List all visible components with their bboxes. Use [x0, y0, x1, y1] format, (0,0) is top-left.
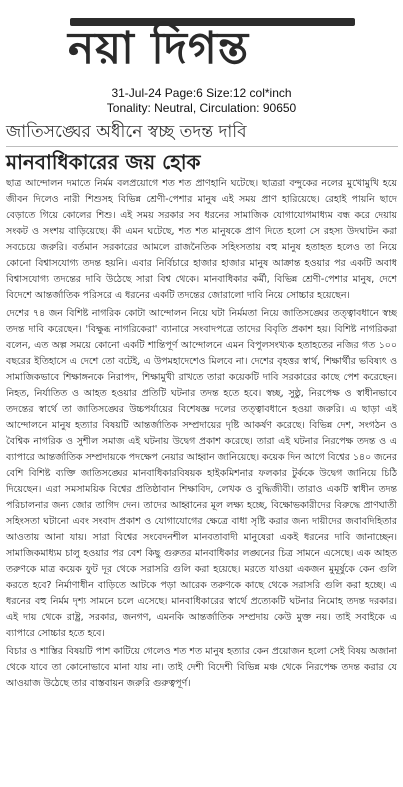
- article-headline: মানবাধিকারের জয় হোক: [6, 150, 201, 174]
- newspaper-logo: [58, 18, 358, 78]
- logo-text: নয়া দিগন্ত: [68, 23, 250, 74]
- article-paragraph: বিচার ও শাস্তির বিষয়টি পাশ কাটিয়ে গেলেও শত শত মানুষ হত্যার কেন প্রয়োজন হলো সেই বিষয় অজানা থেকে যাবে তা কোনোভাবে মানা যায় না। তাই দেশী বিদেশী বিভিন্ন মঞ্চ থেকে নিরপেক্ষ তদন্ত করার যে আওয়াজ উঠেছে তার বাস্তবায়ন জরুরি গুরুত্বপূর্ণ।: [6, 646, 397, 689]
- clip-date-page-size: 31-Jul-24 Page:6 Size:12 col*inch: [111, 86, 292, 100]
- article-paragraph: ছাত্র আন্দোলন দমাতে নির্মম বলপ্রয়োগে শত শত প্রাণহানি ঘটেছে। ছাত্ররা বন্দুকের নলের মুখোমুখি হয়ে জীবন দিলেও নারী শিশুসহ বিভিন্ন শ্রেণী-পেশার মানুষ এই সময় প্রাণ হারিয়েছে। রেহাই পায়নি ছাদে বেড়াতে গিয়ে কোলের শিশু। এই সময় সরকার সব ধরনের সামাজিক যোগাযোগমাধ্যম বন্ধ করে দেয়ায় সংকট ও সংশয় বাড়িয়েছে। কী এমন ঘটেছে, শত শত মানুষকে প্রাণ দিতে হলো সে রহস্য উদঘাটন করা সবচেয়ে জরুরি। বর্তমান সরকারের আমলে রাজনৈতিক সহিংসতায় বহু মানুষ হতাহত হলেও তা নিয়ে কোনো বিশ্বাসযোগ্য তদন্ত হয়নি। এবার নির্বিচারে হাজার হাজার মানুষ আক্রান্ত হওয়ার পর একটি অবাধ বিশ্বাসযোগ্য তদন্তের দাবি উঠেছে সারা বিশ্ব থেকে। মানবাধিকার কর্মী, বিভিন্ন শ্রেণী-পেশার মানুষ, দেশে বিদেশে আন্তর্জাতিক পরিসরে এ ধরনের একটি তদন্তের জোরালো দাবি নিয়ে সোচ্চার হয়েছেন।: [6, 178, 397, 301]
- article-kicker: জাতিসঙ্ঘের অধীনে স্বচ্ছ তদন্ত দাবি: [6, 122, 247, 142]
- article-body: [6, 176, 397, 784]
- newspaper-masthead: [0, 0, 403, 82]
- headline-divider: [6, 146, 398, 147]
- article-paragraph: দেশের ৭৪ জন বিশিষ্ট নাগরিক কোটা আন্দোলন নিয়ে ঘটা নির্মমতা নিয়ে জাতিসঙ্ঘের তত্ত্বাবধানে স্বচ্ছ তদন্ত দাবি করেছেন। 'বিক্ষুব্ধ নাগরিকেরা' ব্যানারে সংবাদপত্রে তাদের বিবৃতি প্রকাশ হয়। বিশিষ্ট নাগরিকরা বলেন, এত অল্প সময়ে কোনো একটি শান্তিপূর্ণ আন্দোলনে এমন বিপুলসংখ্যক হতাহতের নজির গত ১০০ বছরের ইতিহাসে এ দেশে তো বটেই, এ উপমহাদেশেও মিলবে না। দেশের বৃহত্তর স্বার্থ, শিক্ষার্থীর ভবিষ্যৎ ও সামাজিকভাবে শিক্ষাঙ্গনকে নিরাপদ, শিক্ষামুখী রাখতে তারা কয়েকটি দাবি সরকারের কাছে পেশ করেছেন। নিহত, নির্যাতিত ও আহত হওয়ার প্রতিটি ঘটনার তদন্ত হতে হবে। স্বচ্ছ, সুষ্ঠু, নিরপেক্ষ ও স্বাধীনভাবে তদন্তের স্বার্থে তা জাতিসঙ্ঘের উচ্চপর্যায়ের বিশেষজ্ঞ দলের তত্ত্বাবধানে হওয়া জরুরি। এ ছাড়া এই আন্দোলনে মানুষ হত্যার বিষয়টি আন্তর্জাতিক সম্প্রদায়ের দৃষ্টি আকর্ষণ করেছে। বিভিন্ন দেশ, সংগঠন ও বৈশ্বিক নাগরিক ও সুশীল সমাজ এই ঘটনায় উদ্বেগ প্রকাশ করেছে। তারা এই ঘটনার নিরপেক্ষ তদন্ত ও এ ব্যাপারে আন্তর্জাতিক সম্প্রদায়কে পদক্ষেপ নেয়ার আহ্বান জানিয়েছে। কয়েক দিন আগে বিশ্বের ১৪০ জনের বেশি বিশিষ্ট ব্যক্তি জাতিসঙ্ঘের মানবাধিকারবিষয়ক হাইকমিশনার ফলকার টুর্ককে উদ্বেগ জানিয়ে চিঠি দিয়েছেন। এরা সমসাময়িক বিশ্বের প্রতিষ্ঠাবান শিক্ষাবিদ, লেখক ও বুদ্ধিজীবী। তারাও একটি স্বাধীন তদন্ত পরিচালনার জন্য জোর তাগিদ দেন। তাদের আহ্বানের মূল লক্ষ্য হচ্ছে, বিক্ষোভকারীদের বিরুদ্ধে প্রাণঘাতী সহিংসতা ঘটানো এবং সংবাদ প্রকাশ ও যোগাযোগের ক্ষেত্রে বাধা সৃষ্টি করার জন্য দায়ীদের জবাবদিহিতার আওতায় আনা যায়। সারা বিশ্বের সংবেদনশীল মানবতাবাদী মানুষেরা একই ধরনের দাবি জানাচ্ছেন। সামাজিকমাধ্যম চালু হওয়ার পর বেশ কিছু গুরুতর মানবাধিকার লঙ্ঘনের চিত্র সামনে এসেছে। এক আহত তরুণকে মাত্র কয়েক ফুট দূর থেকে সরাসরি গুলি করা হয়েছে। মরতে যাওয়া একজন মুমূর্ষুকে কেন গুলি করতে হবে? নির্মাণাধীন বাড়িতে আটকে পড়া আরেক তরুণকে কাছে থেকে সরাসরি গুলি করা হচ্ছে। এ ধরনের বহু নির্মম দৃশ্য সামনে চলে এসেছে। মানবাধিকারের স্বার্থে প্রত্যেকটি ঘটনার নিমোহ তদন্ত দরকার। এই দায় থেকে রাষ্ট্র, সরকার, জনগণ, এমনকি আন্তর্জাতিক সম্প্রদায় কেউ মুক্ত নয়। তাই সবাইকে এ ব্যাপারে সোচ্চার হতে হবে।: [6, 308, 397, 639]
- clip-tonality-circulation: Tonality: Neutral, Circulation: 90650: [106, 101, 297, 115]
